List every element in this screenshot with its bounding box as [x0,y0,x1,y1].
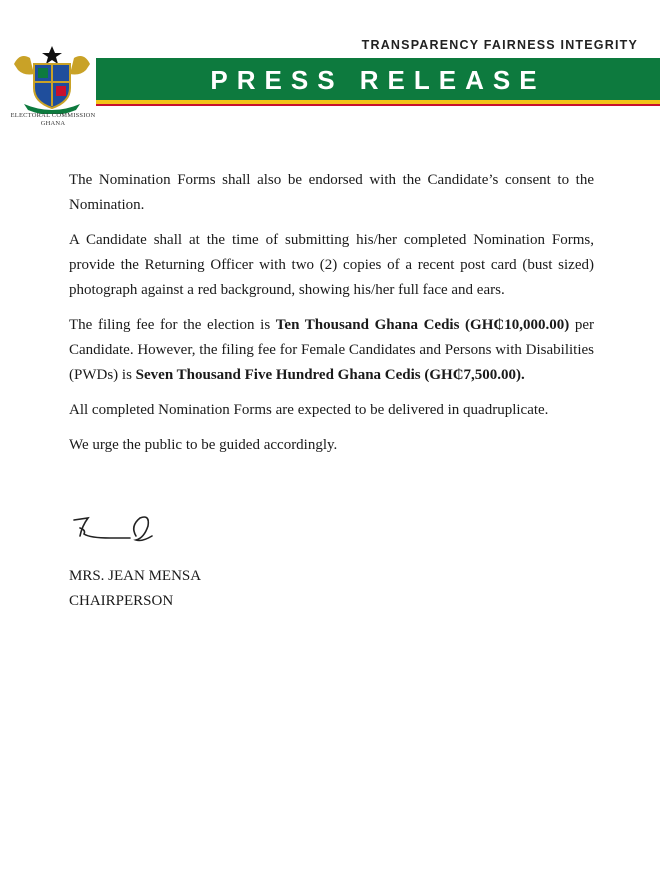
paragraph-guidance: We urge the public to be guided accordingly. [69,437,338,453]
paragraph-photograph: A Candidate shall at the time of submitting his/her completed Nomination Forms, provide the Returning Officer with two (2) copies of a recent post card (bust sized) photograph against a red background, showing his/her full face and ears. [69,232,594,298]
paragraph-quadruplicate: All completed Nomination Forms are expected to be delivered in quadruplicate. [69,402,549,418]
paragraph-filing-fee: The filing fee for the election is Ten Thousand Ghana Cedis (GH₵10,000.00) per Candidate. However, the filing fee for Female Candidates and Persons with Disabilities (PWDs) is Seven Thousand Five Hundred Ghana Cedis (GH₵7,500.00). [69,317,594,383]
banner-title: PRESS RELEASE [210,64,546,95]
banner-red-stripe [96,104,660,106]
handwritten-signature [70,512,160,548]
release-body [69,168,594,468]
letterhead [0,0,660,140]
logo-caption: ELECTORAL COMMISSION GHANA [10,112,96,127]
coat-of-arms-logo [10,44,94,114]
tagline: TRANSPARENCY FAIRNESS INTEGRITY [361,38,638,52]
signatory-title: CHAIRPERSON [69,593,174,609]
signatory-name: MRS. JEAN MENSA [69,568,202,584]
paragraph-endorsement: The Nomination Forms shall also be endorsed with the Candidate’s consent to the Nomination. [69,172,594,213]
reduced-fee-amount: Seven Thousand Five Hundred Ghana Cedis (GH₵7,500.00). [135,367,525,383]
fee-amount: Ten Thousand Ghana Cedis (GH₵10,000.00) [275,317,570,333]
signatory-block [69,564,201,614]
